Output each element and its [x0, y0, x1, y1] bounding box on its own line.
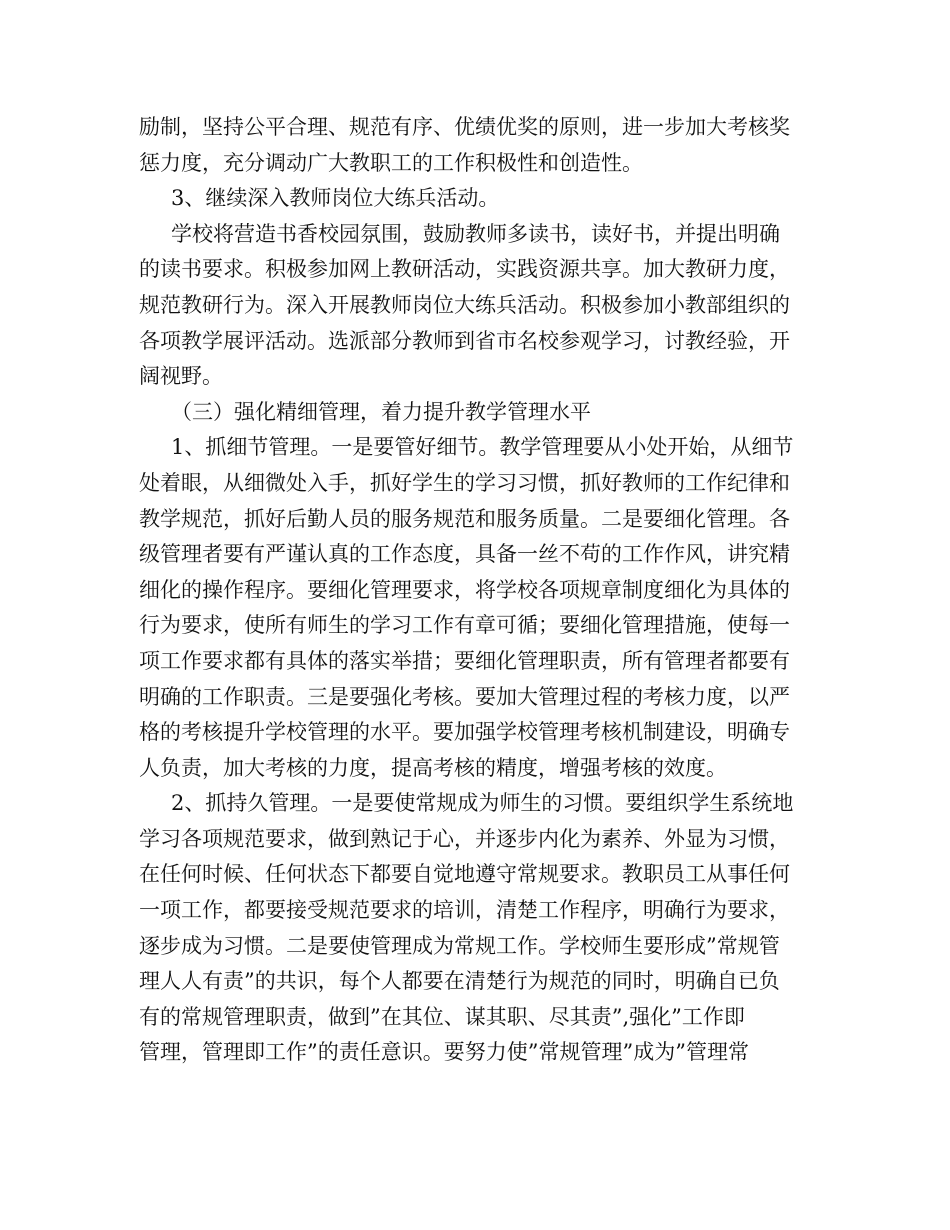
text-line: 行为要求，使所有师生的学习工作有章可循；要细化管理措施，使每一 — [139, 613, 790, 638]
text-line: 教学规范，抓好后勤人员的服务规范和服务质量。二是要细化管理。各 — [139, 506, 790, 531]
text-line: 一项工作，都要接受规范要求的培训，清楚工作程序，明确行为要求， — [139, 898, 790, 923]
text-line: 学习各项规范要求，做到熟记于心，并逐步内化为素养、外显为习惯， — [139, 826, 790, 851]
text-line: 人负责，加大考核的力度，提高考核的精度，增强考核的效度。 — [139, 755, 727, 780]
text-line: 管理，管理即工作”的责任意识。要努力使”常规管理”成为”管理常 — [139, 1040, 749, 1065]
text-line: 学校将营造书香校园氛围，鼓励教师多读书，读好书，并提出明确 — [171, 221, 780, 246]
text-line: 2、抓持久管理。一是要使常规成为师生的习惯。要组织学生系统地 — [171, 791, 794, 816]
text-line: 项工作要求都有具体的落实举措；要细化管理职责，所有管理者都要有 — [139, 648, 790, 673]
text-line: （三）强化精细管理，着力提升教学管理水平 — [171, 399, 591, 424]
text-line: 3、继续深入教师岗位大练兵活动。 — [171, 186, 500, 211]
text-line: 各项教学展评活动。选派部分教师到省市名校参观学习，讨教经验，开 — [139, 328, 790, 353]
text-line: 励制，坚持公平合理、规范有序、优绩优奖的原则，进一步加大考核奖 — [139, 115, 790, 139]
text-line: 格的考核提升学校管理的水平。要加强学校管理考核机制建设，明确专 — [139, 720, 790, 745]
text-line: 规范教研行为。深入开展教师岗位大练兵活动。积极参加小教部组织的 — [139, 292, 790, 317]
text-line: 明确的工作职责。三是要强化考核。要加大管理过程的考核力度，以严 — [139, 684, 790, 709]
text-line: 惩力度，充分调动广大教职工的工作积极性和创造性。 — [139, 150, 643, 175]
text-line: 处着眼，从细微处入手，抓好学生的学习习惯，抓好教师的工作纪律和 — [139, 470, 790, 495]
text-line: 细化的操作程序。要细化管理要求，将学校各项规章制度细化为具体的 — [139, 577, 790, 602]
text-line: 1、抓细节管理。一是要管好细节。教学管理要从小处开始，从细节 — [171, 435, 794, 460]
text-line: 在任何时候、任何状态下都要自觉地遵守常规要求。教职员工从事任何 — [139, 862, 790, 887]
text-line: 级管理者要有严谨认真的工作态度，具备一丝不苟的工作作风，讲究精 — [139, 542, 790, 567]
text-line: 理人人有责”的共识，每个人都要在清楚行为规范的同时，明确自已负 — [139, 969, 780, 994]
document-body — [139, 110, 819, 1071]
text-line: 阔视野。 — [139, 364, 223, 389]
text-line: 有的常规管理职责，做到”在其位、谋其职、尽其责”,强化”工作即 — [139, 1004, 745, 1029]
text-line: 逐步成为习惯。二是要使管理成为常规工作。学校师生要形成”常规管 — [139, 933, 780, 958]
text-line: 的读书要求。积极参加网上教研活动，实践资源共享。加大教研力度， — [139, 257, 790, 282]
